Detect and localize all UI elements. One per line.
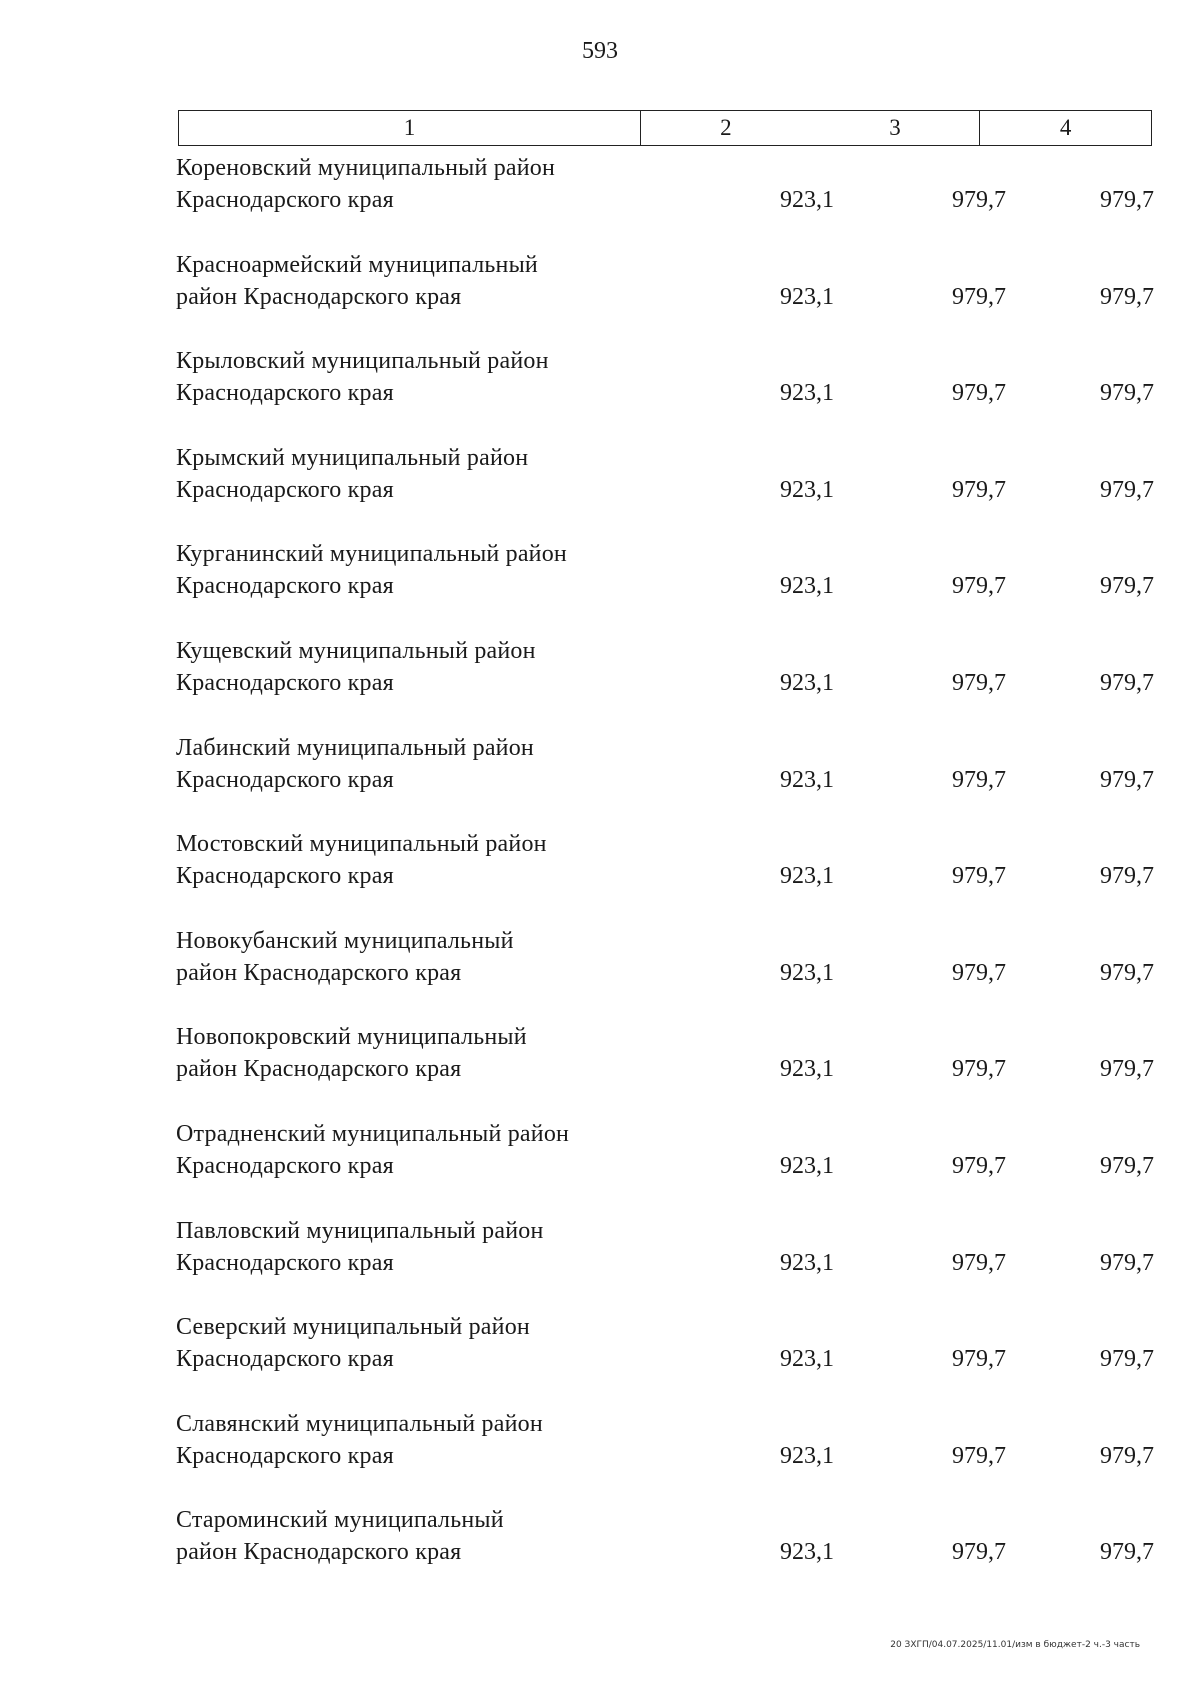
district-name-line2: район Краснодарского края [176, 283, 462, 310]
value-col-3: 979,7 [952, 1346, 1006, 1373]
district-name-line1: Новокубанский муниципальный [176, 927, 514, 954]
table-body [176, 152, 1156, 1601]
value-col-2: 923,1 [780, 283, 834, 310]
district-name [176, 1311, 638, 1375]
header-col-3: 3 [811, 111, 981, 145]
value-col-4: 979,7 [1100, 573, 1154, 600]
value-col-4: 979,7 [1100, 669, 1154, 696]
value-col-3: 979,7 [952, 380, 1006, 407]
district-name-line2: Краснодарского края [176, 1442, 394, 1469]
table-row [176, 925, 1156, 1022]
district-name-line1: Павловский муниципальный район [176, 1217, 544, 1244]
value-col-2: 923,1 [780, 959, 834, 986]
table-row [176, 1215, 1156, 1312]
value-col-4: 979,7 [1100, 863, 1154, 890]
district-name-line2: район Краснодарского края [176, 1056, 462, 1083]
district-name-line2: Краснодарского края [176, 476, 394, 503]
value-col-3: 979,7 [952, 1249, 1006, 1276]
value-col-2: 923,1 [780, 669, 834, 696]
value-col-2: 923,1 [780, 1249, 834, 1276]
district-name-line2: Краснодарского края [176, 766, 394, 793]
table-row [176, 538, 1156, 635]
table-row [176, 1118, 1156, 1215]
district-name [176, 1118, 638, 1182]
table-row [176, 442, 1156, 539]
footer-note: 20 ЗХГП/04.07.2025/11.01/изм в бюджет-2 ч.-3 часть [890, 1640, 1140, 1650]
value-col-4: 979,7 [1100, 1442, 1154, 1469]
page-number: 593 [582, 38, 618, 64]
table-row [176, 1311, 1156, 1408]
district-name-line1: Новопокровский муниципальный [176, 1024, 527, 1051]
value-col-4: 979,7 [1100, 766, 1154, 793]
district-name [176, 1504, 638, 1568]
table-row [176, 249, 1156, 346]
table-row [176, 635, 1156, 732]
district-name-line1: Староминский муниципальный [176, 1507, 504, 1534]
district-name [176, 152, 638, 216]
value-col-3: 979,7 [952, 187, 1006, 213]
value-col-2: 923,1 [780, 1539, 834, 1566]
value-col-4: 979,7 [1100, 283, 1154, 310]
value-col-2: 923,1 [780, 1346, 834, 1373]
district-name-line1: Славянский муниципальный район [176, 1410, 543, 1437]
district-name [176, 635, 638, 699]
value-col-2: 923,1 [780, 187, 834, 213]
table-row [176, 1408, 1156, 1505]
value-col-4: 979,7 [1100, 476, 1154, 503]
value-col-3: 979,7 [952, 573, 1006, 600]
district-name-line2: Краснодарского края [176, 1152, 394, 1179]
value-col-2: 923,1 [780, 1056, 834, 1083]
value-col-4: 979,7 [1100, 380, 1154, 407]
value-col-2: 923,1 [780, 863, 834, 890]
table-row [176, 152, 1156, 249]
district-name [176, 442, 638, 506]
value-col-3: 979,7 [952, 283, 1006, 310]
district-name-line1: Красноармейский муниципальный [176, 251, 538, 278]
district-name [176, 249, 638, 313]
value-col-3: 979,7 [952, 1442, 1006, 1469]
district-name-line2: Краснодарского края [176, 863, 394, 890]
value-col-4: 979,7 [1100, 1152, 1154, 1179]
district-name [176, 732, 638, 796]
district-name [176, 1408, 638, 1472]
value-col-4: 979,7 [1100, 187, 1154, 213]
table-row [176, 1504, 1156, 1601]
value-col-2: 923,1 [780, 573, 834, 600]
district-name-line2: Краснодарского края [176, 573, 394, 600]
district-name [176, 1215, 638, 1279]
district-name-line1: Северский муниципальный район [176, 1314, 530, 1341]
header-col-2: 2 [720, 115, 732, 140]
district-name-line1: Лабинский муниципальный район [176, 734, 534, 761]
value-col-2: 923,1 [780, 1442, 834, 1469]
value-col-3: 979,7 [952, 1056, 1006, 1083]
table-row [176, 828, 1156, 925]
value-col-2: 923,1 [780, 476, 834, 503]
district-name [176, 538, 638, 602]
value-col-3: 979,7 [952, 1539, 1006, 1566]
district-name-line2: район Краснодарского края [176, 959, 462, 986]
value-col-2: 923,1 [780, 1152, 834, 1179]
value-col-3: 979,7 [952, 863, 1006, 890]
value-col-3: 979,7 [952, 959, 1006, 986]
value-col-4: 979,7 [1100, 1346, 1154, 1373]
value-col-3: 979,7 [952, 669, 1006, 696]
district-name-line1: Отрадненский муниципальный район [176, 1120, 570, 1147]
table-header-row [178, 110, 1152, 146]
district-name [176, 925, 638, 989]
district-name-line1: Кущевский муниципальный район [176, 637, 536, 664]
value-col-3: 979,7 [952, 766, 1006, 793]
header-col-1: 1 [179, 111, 641, 145]
value-col-4: 979,7 [1100, 1249, 1154, 1276]
table-row [176, 345, 1156, 442]
value-col-4: 979,7 [1100, 1056, 1154, 1083]
table-row [176, 1021, 1156, 1118]
district-name-line2: Краснодарского края [176, 380, 394, 407]
district-name-line1: Мостовский муниципальный район [176, 831, 547, 858]
district-name-line1: Кореновский муниципальный район [176, 155, 556, 181]
value-col-4: 979,7 [1100, 1539, 1154, 1566]
district-name-line2: Краснодарского края [176, 187, 394, 213]
value-col-3: 979,7 [952, 476, 1006, 503]
header-col-4: 4 [1059, 115, 1072, 140]
district-name-line2: Краснодарского края [176, 1346, 394, 1373]
district-name-line1: Крымский муниципальный район [176, 444, 529, 471]
district-name-line2: Краснодарского края [176, 669, 394, 696]
value-col-3: 979,7 [952, 1152, 1006, 1179]
district-name-line1: Крыловский муниципальный район [176, 348, 549, 375]
district-name [176, 345, 638, 409]
value-col-4: 979,7 [1100, 959, 1154, 986]
district-name [176, 828, 638, 892]
district-name-line1: Курганинский муниципальный район [176, 541, 567, 568]
district-name [176, 1021, 638, 1085]
value-col-2: 923,1 [780, 380, 834, 407]
district-name-line2: район Краснодарского края [176, 1539, 462, 1566]
table-row [176, 732, 1156, 829]
value-col-2: 923,1 [780, 766, 834, 793]
district-name-line2: Краснодарского края [176, 1249, 394, 1276]
